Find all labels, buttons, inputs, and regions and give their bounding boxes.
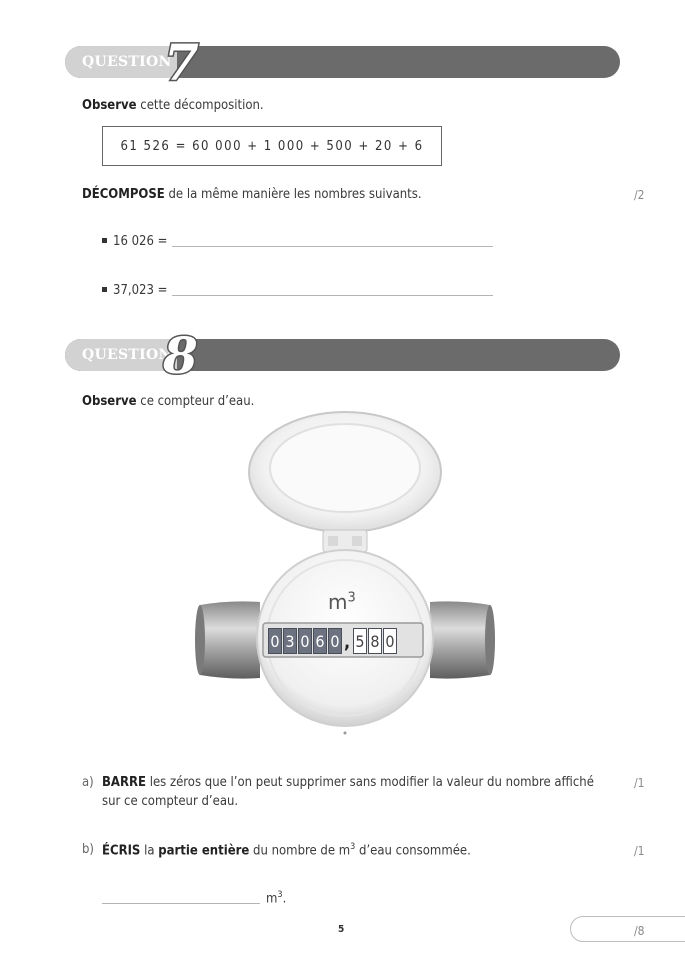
q8a-instruction: BARRE les zéros que l’on peut supprimer sans modifier la valeur du nombre affiché — [102, 775, 594, 790]
decomposition-example-box — [102, 126, 442, 166]
total-score: /8 — [634, 924, 645, 938]
question-7-label: QUESTION — [82, 54, 172, 70]
q8a-score: /1 — [634, 776, 645, 790]
meter-digit: 8 — [368, 628, 382, 654]
q7-answer-line-1[interactable] — [172, 246, 493, 247]
q7-decompose-instruction: DÉCOMPOSE de la même manière les nombres suivants. — [82, 187, 422, 202]
left-pipe — [200, 601, 260, 678]
q8b-instruction: ÉCRIS la partie entière du nombre de $m^3$ d’eau consommée. — [102, 842, 471, 859]
meter-digit: 6 — [313, 628, 327, 654]
meter-digit: 3 — [283, 628, 297, 654]
q8b-letter: b) — [82, 842, 94, 857]
meter-digit: 0 — [298, 628, 312, 654]
bullet-square-icon — [102, 287, 107, 292]
question-8-number: 8 — [163, 326, 198, 385]
meter-digit: 0 — [328, 628, 342, 654]
q7-item-1: 16 026 = — [102, 234, 167, 249]
question-7-number: 7 — [164, 33, 199, 92]
decomposition-example: 61 526 = 60 000 + 1 000 + 500 + 20 + 6 — [120, 138, 424, 154]
q7-score: /2 — [634, 188, 645, 202]
bullet-square-icon — [102, 238, 107, 243]
meter-digit: 0 — [268, 628, 282, 654]
q8b-answer-line[interactable] — [102, 903, 260, 904]
meter-comma: , — [344, 632, 351, 653]
q8a-instruction-line2: sur ce compteur d’eau. — [102, 794, 239, 809]
page-number: 5 — [338, 924, 345, 935]
meter-digit: 5 — [353, 628, 367, 654]
q8-observe-text: Observe ce compteur d’eau. — [82, 394, 255, 409]
q7-answer-line-2[interactable] — [172, 295, 493, 296]
right-pipe — [430, 601, 490, 678]
q8b-score: /1 — [634, 844, 645, 858]
q8b-answer-unit: $m^3$. — [266, 890, 287, 907]
water-meter-illustration — [190, 410, 500, 755]
meter-unit: $m^3$ — [328, 590, 356, 614]
total-score-box — [570, 916, 685, 942]
q8a-letter: a) — [82, 775, 94, 790]
question-8-label: QUESTION — [82, 347, 172, 363]
q7-observe-text: Observe cette décomposition. — [82, 98, 264, 113]
meter-digit: 0 — [383, 628, 397, 654]
q7-item-2: 37,023 = — [102, 283, 167, 298]
